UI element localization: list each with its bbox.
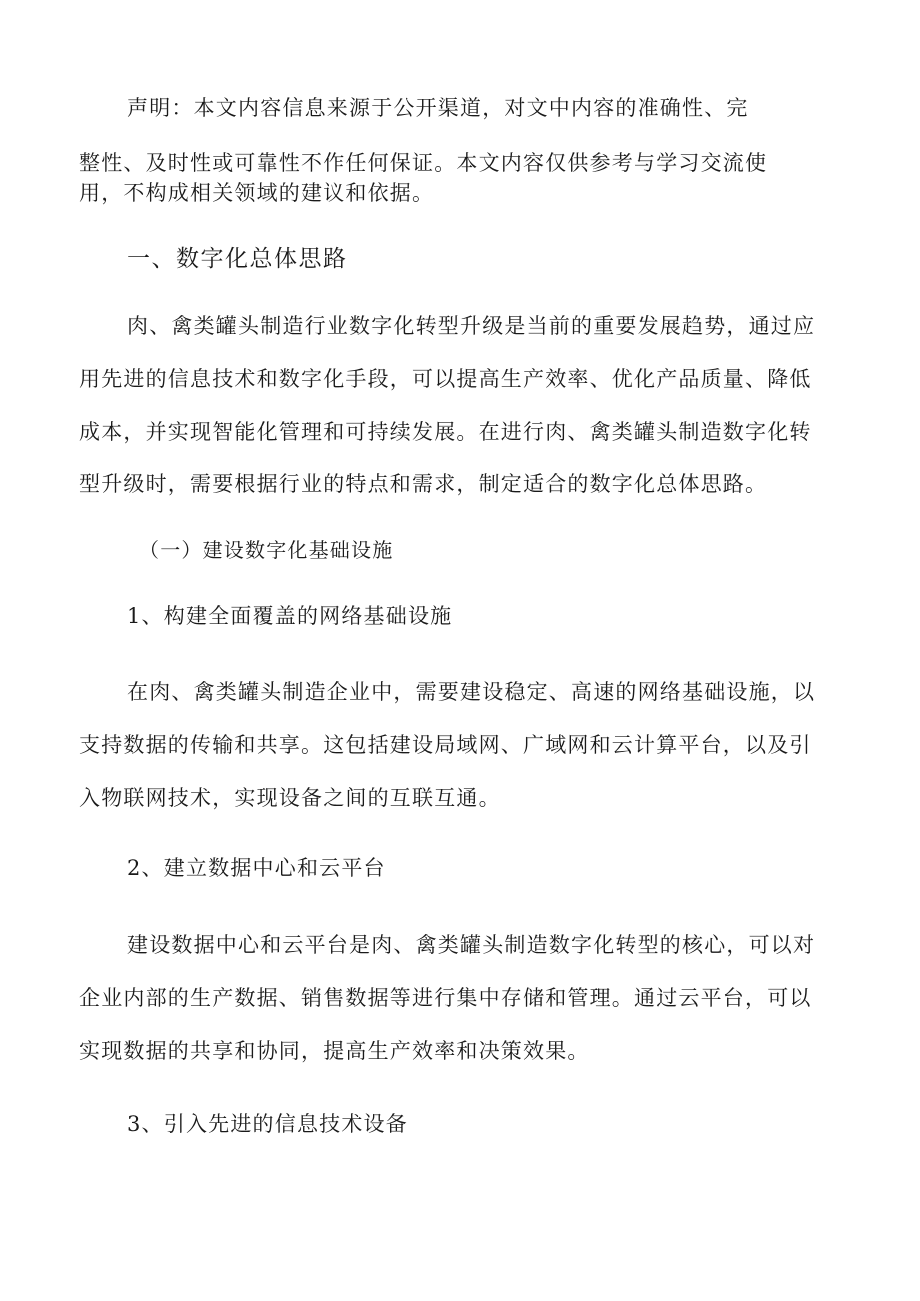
item-2-body-line-2: 企业内部的生产数据、销售数据等进行集中存储和管理。通过云平台，可以 [79,986,812,1010]
item-1-body-line-1: 在肉、禽类罐头制造企业中，需要建设稳定、高速的网络基础设施，以 [127,680,816,704]
item-2-title: 2、建立数据中心和云平台 [127,856,386,880]
item-1-title: 1、构建全面覆盖的网络基础设施 [127,604,453,628]
item-1-body-line-2: 支持数据的传输和共享。这包括建设局域网、广域网和云计算平台，以及引 [79,733,812,757]
intro-line-4: 型升级时，需要根据行业的特点和需求，制定适合的数字化总体思路。 [79,472,768,496]
section-heading: 一、数字化总体思路 [127,246,348,272]
disclaimer-line-2: 整性、及时性或可靠性不作任何保证。本文内容仅供参考与学习交流使 [79,151,768,175]
intro-line-1: 肉、禽类罐头制造行业数字化转型升级是当前的重要发展趋势，通过应 [127,314,816,338]
disclaimer-line-1: 声明：本文内容信息来源于公开渠道，对文中内容的准确性、完 [127,96,749,120]
item-1-body-line-3: 入物联网技术，实现设备之间的互联互通。 [79,786,501,810]
intro-line-2: 用先进的信息技术和数字化手段，可以提高生产效率、优化产品质量、降低 [79,367,812,391]
item-2-body-line-3: 实现数据的共享和协同，提高生产效率和决策效果。 [79,1039,590,1063]
subsection-heading: （一）建设数字化基础设施 [139,538,394,562]
disclaimer-line-3: 用，不构成相关领域的建议和依据。 [79,181,435,205]
item-3-title: 3、引入先进的信息技术设备 [127,1112,408,1136]
intro-line-3: 成本，并实现智能化管理和可持续发展。在进行肉、禽类罐头制造数字化转 [79,420,812,444]
item-2-body-line-1: 建设数据中心和云平台是肉、禽类罐头制造数字化转型的核心，可以对 [127,933,816,957]
